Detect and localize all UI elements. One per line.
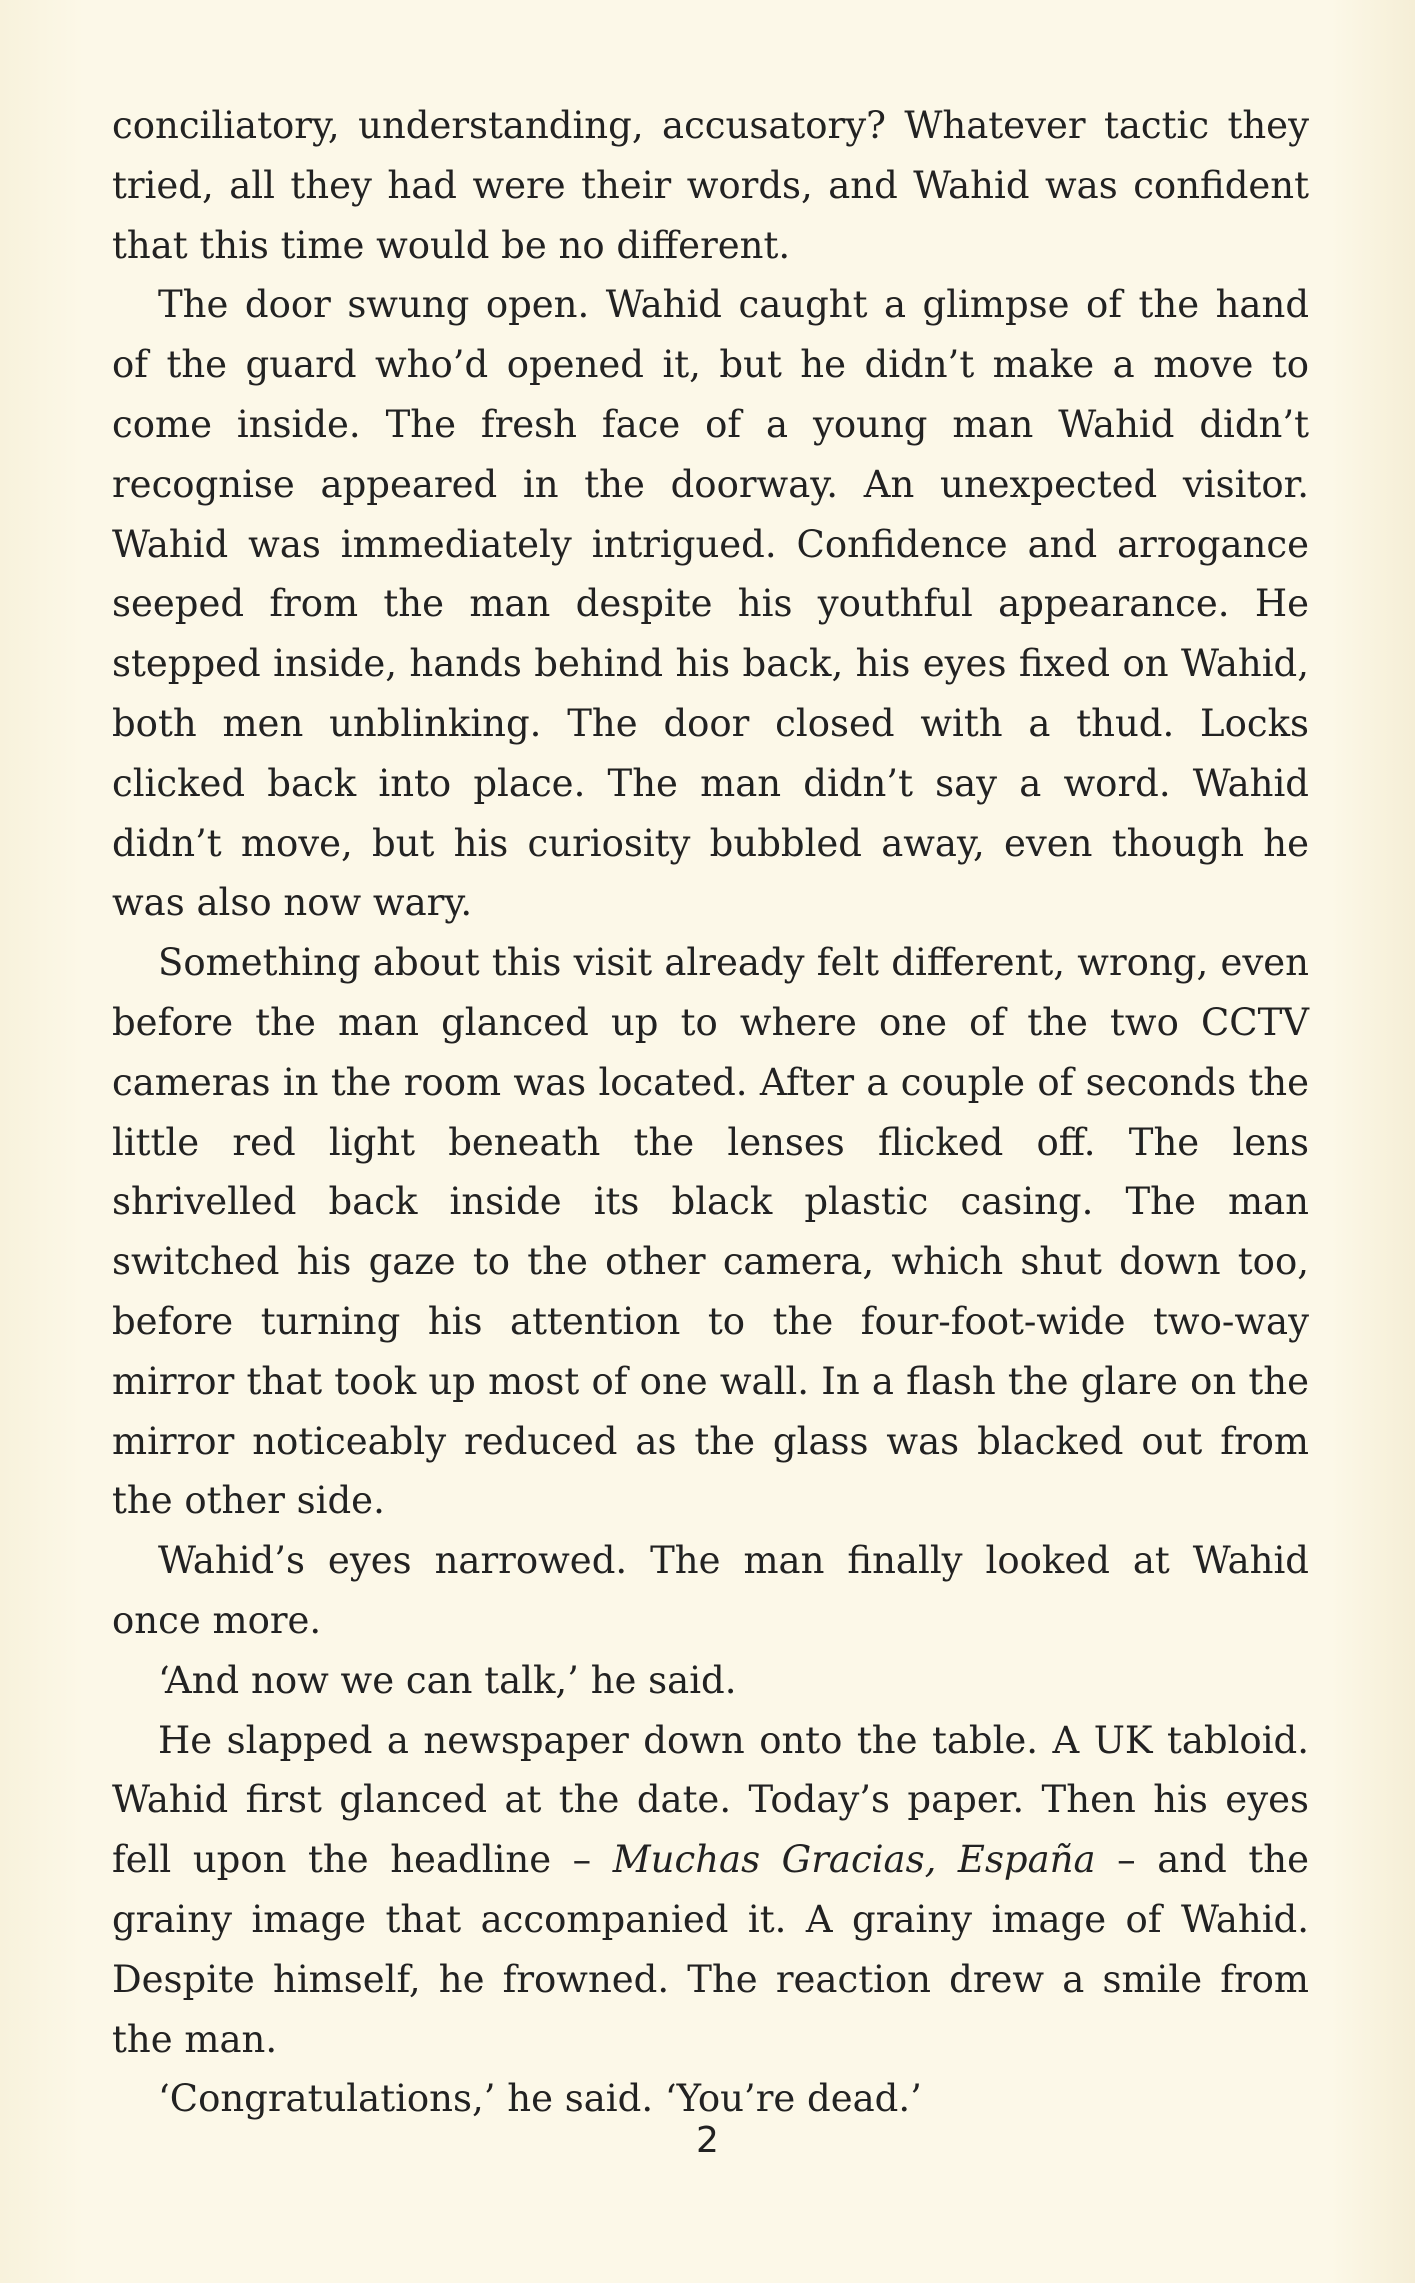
- paragraph-4: Wahid’s eyes narrowed. The man finally looked at Wahid once more.: [112, 1539, 1309, 1642]
- page-number: 2: [696, 2120, 719, 2161]
- paragraph-6-before: He slapped a newspaper down onto the table. A UK tabloid. Wahid first glanced at the date. Today’s paper. Then his eyes fell upon the headline –: [112, 1718, 1309, 1882]
- paragraph-2: The door swung open. Wahid caught a glimpse of the hand of the guard who’d opened it, but he didn’t make a move to come inside. The fresh face of a young man Wahid didn’t recognise appeared in the doorway. An unexpected visitor. Wahid was immediately intrigued. Confidence and arrogance seeped from the man despite his youthful appearance. He stepped inside, hands behind his back, his eyes fixed on Wahid, both men unblinking. The door closed with a thud. Locks clicked back into place. The man didn’t say a word. Wahid didn’t move, but his curiosity bubbled away, even though he was also now wary.: [112, 283, 1309, 925]
- paragraph-7: ‘Congratulations,’ he said. ‘You’re dead.’: [158, 2077, 922, 2121]
- paragraph-5: ‘And now we can talk,’ he said.: [158, 1658, 737, 1702]
- paragraph-1: conciliatory, understanding, accusatory? Whatever tactic they tried, all they had were their words, and Wahid was confident that this time would be no different.: [112, 104, 1309, 267]
- paragraph-6: [112, 1711, 1309, 2070]
- paragraph-3: Something about this visit already felt different, wrong, even before the man glanced up to where one of the two CCTV cameras in the room was located. After a couple of seconds the little red light beneath the lenses flicked off. The lens shrivelled back inside its black plastic casing. The man switched his gaze to the other camera, which shut down too, before turning his attention to the four-foot-wide two-way mirror that took up most of one wall. In a flash the glare on the mirror noticeably reduced as the glass was blacked out from the other side.: [112, 941, 1309, 1523]
- newspaper-headline: Muchas Gracias, España: [612, 1838, 1096, 1882]
- body-text: [112, 96, 1309, 2129]
- paragraph-6-after: – and the grainy image that accompanied it. A grainy image of Wahid. Despite himself, he frowned. The reaction drew a smile from the man.: [112, 1838, 1310, 2061]
